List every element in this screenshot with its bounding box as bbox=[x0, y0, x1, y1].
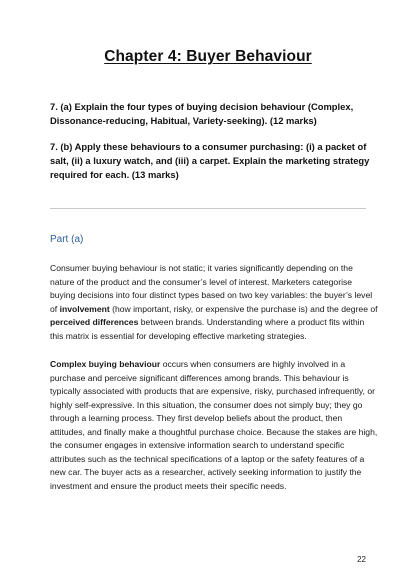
answer-paragraph-2 bbox=[50, 358, 378, 493]
part-a-heading: Part (a) bbox=[50, 234, 84, 245]
chapter-title: Chapter 4: Buyer Behaviour bbox=[104, 48, 312, 65]
section-divider bbox=[50, 208, 366, 209]
term-involvement: involvement bbox=[59, 303, 110, 314]
paragraph-1-text-2: (how important, risky, or expensive the purchase is) and the degree of bbox=[109, 303, 378, 314]
paragraph-2-text: occurs when consumers are highly involved in a purchase and perceive significant differences among brands. This behaviour is typically associated with products that are expensive, risky, purchased infrequently, or highly self-expressive. In this situation, the consumer does not simply buy; they go through a learning process. They first develop beliefs about the product, then attitudes, and finally make a thoughtful purchase choice. Because the stakes are high, the consumer engages in extensive information search to understand specific attributes such as the technical specifications of a laptop or the safety features of a new car. The buyer acts as a researcher, actively seeking information to justify the investment and ensure the product meets their specific needs. bbox=[50, 359, 378, 491]
term-perceived-differences: perceived differences bbox=[50, 317, 139, 327]
question-7b: 7. (b) Apply these behaviours to a consumer purchasing: (i) a packet of salt, (ii) a luxury watch, and (iii) a carpet. Explain the marketing strategy required for each. (13 marks) bbox=[50, 141, 370, 180]
question-7a: 7. (a) Explain the four types of buying decision behaviour (Complex, Dissonance-reducing, Habitual, Variety-seeking). (12 marks) bbox=[50, 101, 354, 126]
term-complex-buying-behaviour: Complex buying behaviour bbox=[50, 359, 161, 369]
page-number: 22 bbox=[357, 555, 366, 564]
answer-paragraph-1 bbox=[50, 262, 378, 343]
paragraph-1-text-1: Consumer buying behaviour is not static; it varies significantly depending on the nature of the product and the consumer’s level of interest. Marketers categorise buying decisions into four distinct types based on two key variables: the buyer’s level of bbox=[50, 263, 373, 314]
paragraph-1-text-3: between brands. Understanding where a product fits within this matrix is essential for developing effective marketing strategies. bbox=[50, 317, 365, 341]
